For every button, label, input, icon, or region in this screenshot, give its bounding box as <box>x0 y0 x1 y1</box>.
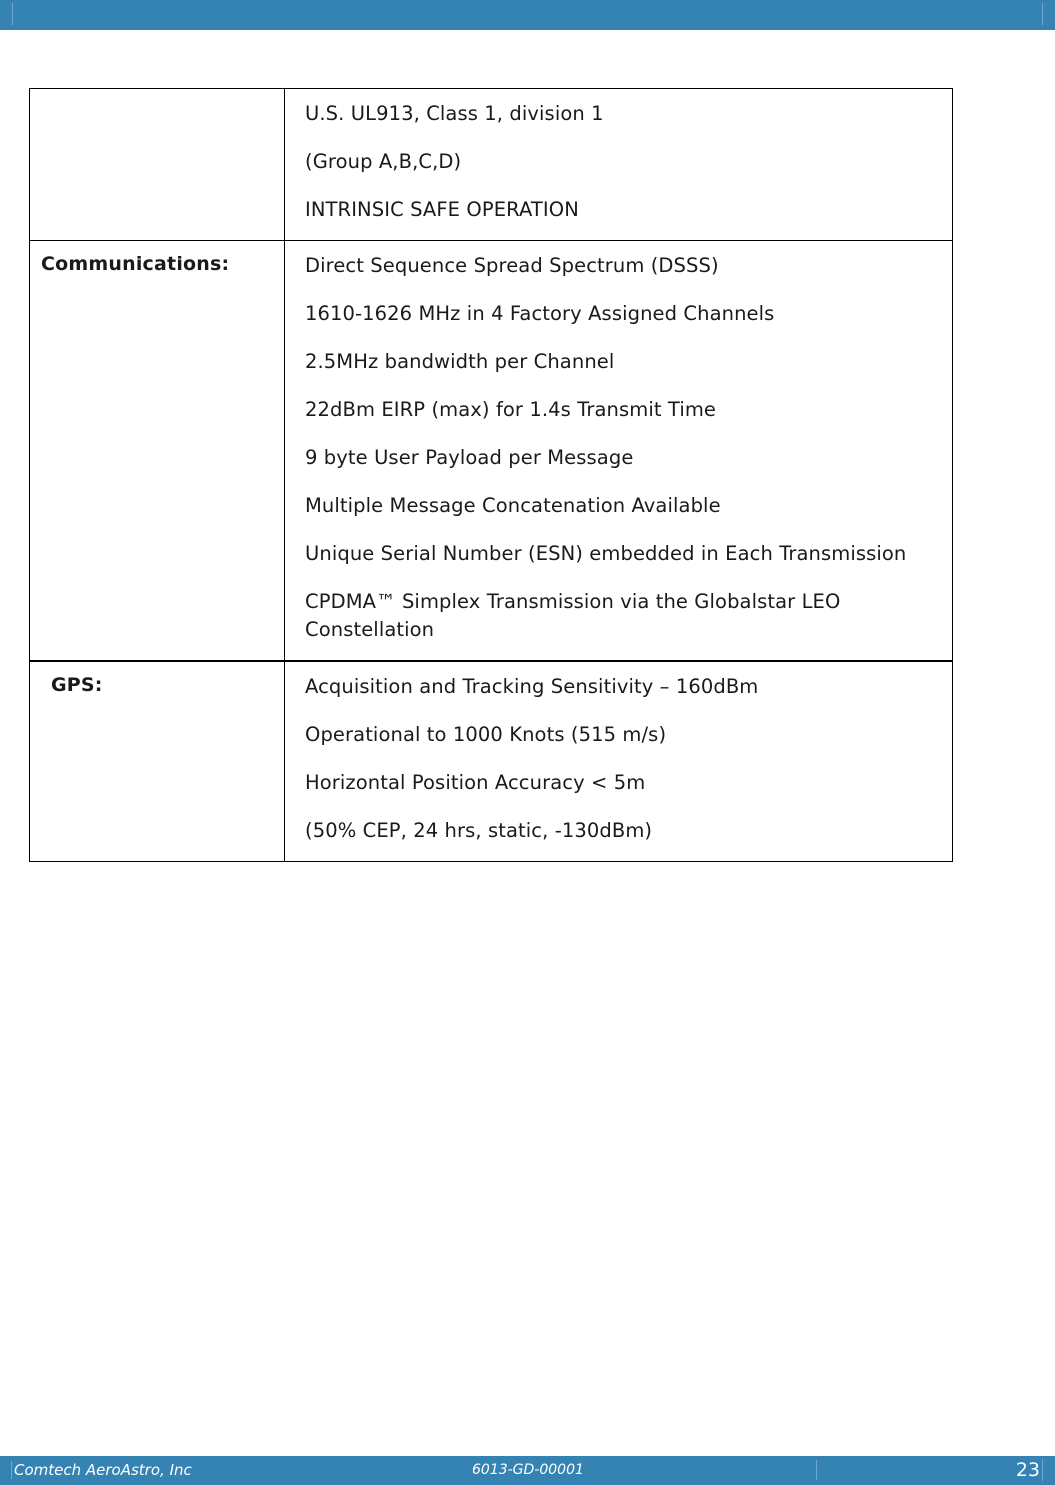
spec-line: (Group A,B,C,D) <box>305 150 462 173</box>
spec-table <box>29 88 953 862</box>
spec-line: Acquisition and Tracking Sensitivity – 160dBm <box>305 675 759 698</box>
spec-line: 9 byte User Payload per Message <box>305 446 634 469</box>
spec-line: 22dBm EIRP (max) for 1.4s Transmit Time <box>305 398 717 421</box>
footer-company: Comtech AeroAstro, Inc <box>11 1461 192 1479</box>
row-label: GPS: <box>51 674 103 696</box>
header-band <box>0 0 1055 30</box>
spec-line: Unique Serial Number (ESN) embedded in Each Transmission <box>305 542 907 565</box>
spec-line: INTRINSIC SAFE OPERATION <box>305 198 579 221</box>
footer-divider <box>816 1460 817 1480</box>
row-label-cell <box>30 241 285 662</box>
row-label <box>30 89 284 101</box>
table-row <box>30 89 953 241</box>
spec-line: 1610-1626 MHz in 4 Factory Assigned Channels <box>305 302 775 325</box>
spec-line: Horizontal Position Accuracy < 5m <box>305 771 646 794</box>
page-number: 23 <box>1016 1459 1043 1481</box>
table-row <box>30 241 953 662</box>
footer-band <box>0 1456 1055 1485</box>
footer-doc-number: 6013-GD-00001 <box>472 1462 584 1478</box>
spec-line: Direct Sequence Spread Spectrum (DSSS) <box>305 254 719 277</box>
spec-line: Operational to 1000 Knots (515 m/s) <box>305 723 667 746</box>
row-values-cell <box>285 661 953 862</box>
table-row <box>30 661 953 862</box>
spec-line: CPDMA™ Simplex Transmission via the Globalstar LEO Constellation <box>305 590 841 641</box>
spec-line: U.S. UL913, Class 1, division 1 <box>305 102 604 125</box>
row-label-cell <box>30 89 285 241</box>
row-values-cell <box>285 241 953 662</box>
row-values-cell <box>285 89 953 241</box>
spec-line: Multiple Message Concatenation Available <box>305 494 721 517</box>
row-label: Communications: <box>41 253 230 275</box>
spec-line: (50% CEP, 24 hrs, static, -130dBm) <box>305 819 653 842</box>
spec-line: 2.5MHz bandwidth per Channel <box>305 350 615 373</box>
row-label-cell <box>30 661 285 862</box>
